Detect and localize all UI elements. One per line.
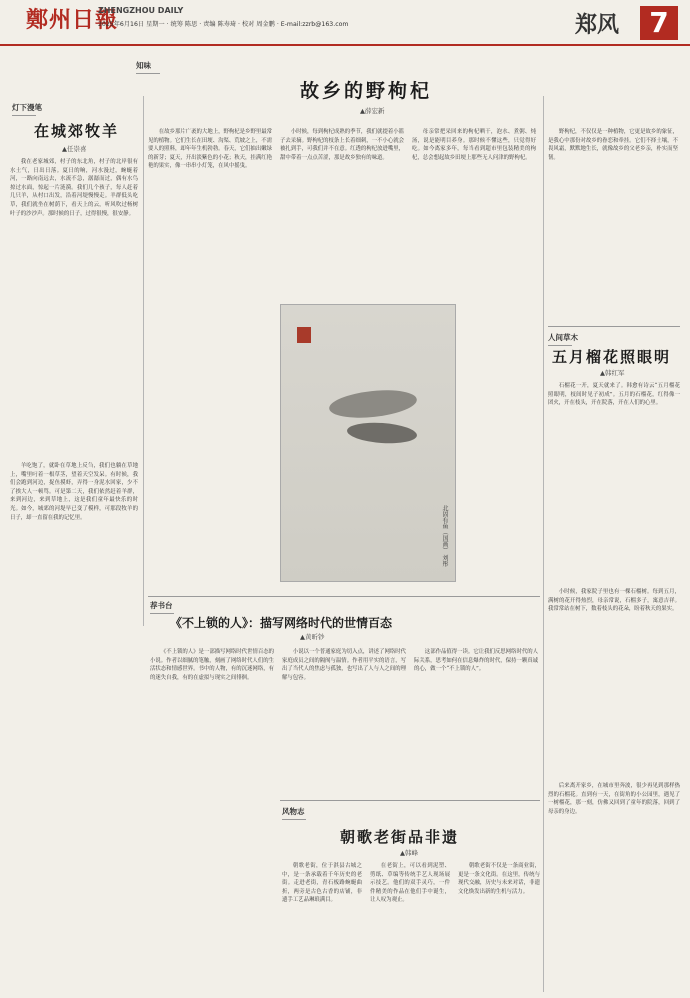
article2-column-1	[148, 128, 272, 298]
article4-text-2: 小说以一个普通家庭为切入点，讲述了网络时代家庭成员之间的隔阂与温情。作者用平实的语言，写出了当代人的焦虑与孤独，也写出了人与人之间的理解与包容。	[282, 649, 406, 681]
article5-text-2: 在老街上，可以看到泥塑、剪纸、草编等传统手艺人现场展示技艺。他们的双手灵巧，一件件精美的作品在他们手中诞生，让人叹为观止。	[370, 863, 450, 904]
article3-text-3: 后来离开家乡，在城市里奔波，很少再见到那样热烈的石榴花。直到有一天，在街角的小公园里，遇见了一树榴花，那一刻，仿佛又回到了童年的院落，回到了母亲的身边。	[548, 783, 680, 815]
article2-title: 故乡的野枸杞	[300, 80, 433, 102]
article1-author: ▲任崇喜	[62, 145, 87, 153]
newspaper-english-name: ZHENGZHOU DAILY	[98, 6, 184, 15]
painting-image	[280, 304, 456, 582]
article5-text-3: 朝歌老街不仅是一条商业街，更是一条文化街。在这里，传统与现代交融，历史与未来对话，非遗文化焕发出新的生机与活力。	[458, 863, 540, 895]
fish-illustration	[346, 421, 417, 446]
newspaper-logo: 鄭州日報	[26, 7, 119, 33]
seal-icon	[297, 327, 311, 343]
article2-column-3	[412, 128, 536, 298]
section-divider	[280, 800, 540, 801]
article3-text-2: 小时候，我家院子里也有一棵石榴树。每到五月，满树的花开得热烈，母亲常说，石榴多子，寓意吉祥。我常常站在树下，数着枝头的花朵，盼着秋天的果实。	[548, 589, 680, 613]
painting-caption: 北固有鱼（国画） 刘彤	[441, 505, 448, 567]
article5-title: 朝歌老街品非遗	[340, 828, 460, 846]
article5-column-1	[282, 862, 362, 992]
fish-illustration	[328, 386, 418, 421]
article2-author: ▲薛宏新	[360, 107, 385, 115]
column-divider	[543, 96, 544, 992]
article2-column-2	[280, 128, 404, 298]
article5-column-2	[370, 862, 450, 992]
section-divider	[548, 326, 680, 327]
article4-title: 《不上锁的人》：描写网络时代的世情百态	[170, 616, 393, 630]
section-name: 郑风	[575, 13, 620, 38]
article4-text-1: 《不上锁的人》是一部描写网络时代世情百态的小说。作者以细腻的笔触，刻画了网络时代人们的生活状态和情感世界。书中的人物，有的沉迷网络，有的迷失自我，有的在虚拟与现实之间徘徊。	[150, 649, 274, 681]
article2-text-4: 野枸杞，不仅仅是一种植物，它更是故乡的象征，是我心中那份对故乡的眷恋和牵挂。它们不择土壤，不畏风霜，默默地生长，就像故乡的父老乡亲，朴实而坚韧。	[548, 129, 678, 161]
article1-text-1: 我在老家城郊，村子的东北角，村子的北岸很有水土气，日出日落。夏日的晌，河水漫过，蜿蜒着河，一路向南远去，水流不急，潺潺而过，偶有水鸟掠过水面，惊起一片涟漪。我们几个孩子，每人赶着几只羊，从村口出发，沿着河堤慢慢走。羊群低头吃草，我们就坐在树荫下，看天上的云，听风吹过杨树叶子的沙沙声。那时候的日子，过得很慢，很安静。	[10, 159, 138, 217]
column-divider	[143, 96, 144, 626]
article3-column-2	[548, 588, 680, 778]
article5-author: ▲韩峰	[400, 849, 418, 857]
article1-tag: 灯下漫笔	[12, 102, 42, 116]
article4-column-1	[150, 648, 274, 798]
article4-text-3: 这部作品值得一读。它让我们反思网络时代的人际关系，思考如何在信息爆炸的时代，保持一颗真诚的心，做一个“不上锁的人”。	[414, 649, 538, 673]
article2-tag: 知味	[136, 60, 160, 74]
article5-text-1: 朝歌老街，位于淇县古城之中，是一条承载着千年历史的老街。走进老街，青石板路蜿蜒曲折，两旁是古色古香的店铺，非遗手工艺品琳琅满目。	[282, 863, 362, 904]
article4-tag: 荐书台	[150, 600, 174, 614]
article2-text-2: 小时候，每到枸杞成熟的季节，我们就提着小篮子去采摘。野枸杞的枝条上长着细刺，一不小心就会被扎到手，可我们并不在意。红透的枸杞放进嘴里，甜中带着一点点苦涩，那是故乡独有的味道。	[280, 129, 404, 161]
masthead	[0, 0, 690, 46]
section-divider	[148, 596, 540, 597]
article2-column-4	[548, 128, 678, 318]
article3-text-1: 石榴花一开，夏天就来了。韩愈有诗云“五月榴花照眼明，枝间时见子初成”。五月的石榴花，红得像一团火，开在枝头，开在院落，开在人们的心里。	[548, 383, 680, 407]
page-number: 7	[640, 6, 678, 40]
article5-column-3	[458, 862, 540, 992]
article1-column-1	[10, 158, 138, 458]
article4-column-2	[282, 648, 406, 798]
article4-author: ▲黄昕钞	[300, 633, 325, 641]
article5-tag: 风物志	[282, 806, 306, 820]
dateline: 2025年6月16日 星期一 · 统筹 陈思 · 责编 陈寿琦 · 校对 周金鹏 · E-mail:zzrb@163.com	[98, 21, 349, 28]
article3-column-3	[548, 782, 680, 992]
article1-column-2	[10, 462, 138, 612]
article2-text-1: 在故乡那片广袤的大地上，野枸杞是乡野里最常见的植物。它们生长在田埂、沟渠、荒坡之上，不需要人的照料，却年年生机勃勃。春天，它们抽出嫩绿的新芽；夏天，开出淡紫色的小花；秋天，挂满红艳艳的果实，像一串串小灯笼，在风中摇曳。	[148, 129, 272, 170]
article3-title: 五月榴花照眼明	[552, 348, 672, 366]
article4-column-3	[414, 648, 538, 798]
article3-column-1	[548, 382, 680, 582]
article3-author: ▲韩红军	[600, 369, 625, 377]
article2-text-3: 母亲常把采回来的枸杞晒干，泡水、煮粥、炖汤，说是能明目养身。那时候不懂这些，只觉得好吃。如今离家多年，每当看到超市里包装精美的枸杞，总会想起故乡田埂上那些无人问津的野枸杞。	[412, 129, 536, 161]
article1-title: 在城郊牧羊	[34, 122, 120, 140]
article1-text-2: 羊吃饱了，就卧在草地上反刍，我们也躺在草地上，嘴里叼着一根草茎，望着天空发呆。有时候，我们会跑到河边，捉鱼摸虾，弄得一身泥水回家，少不了挨大人一顿骂。可是第二天，我们依然赶着羊群，来到河边，来到草地上，这是我们童年最快乐的时光。如今，城郊的河堤早已变了模样，可那段牧羊的日子，却一直留在我的记忆里。	[10, 463, 138, 521]
article3-tag: 人间草木	[548, 332, 578, 346]
